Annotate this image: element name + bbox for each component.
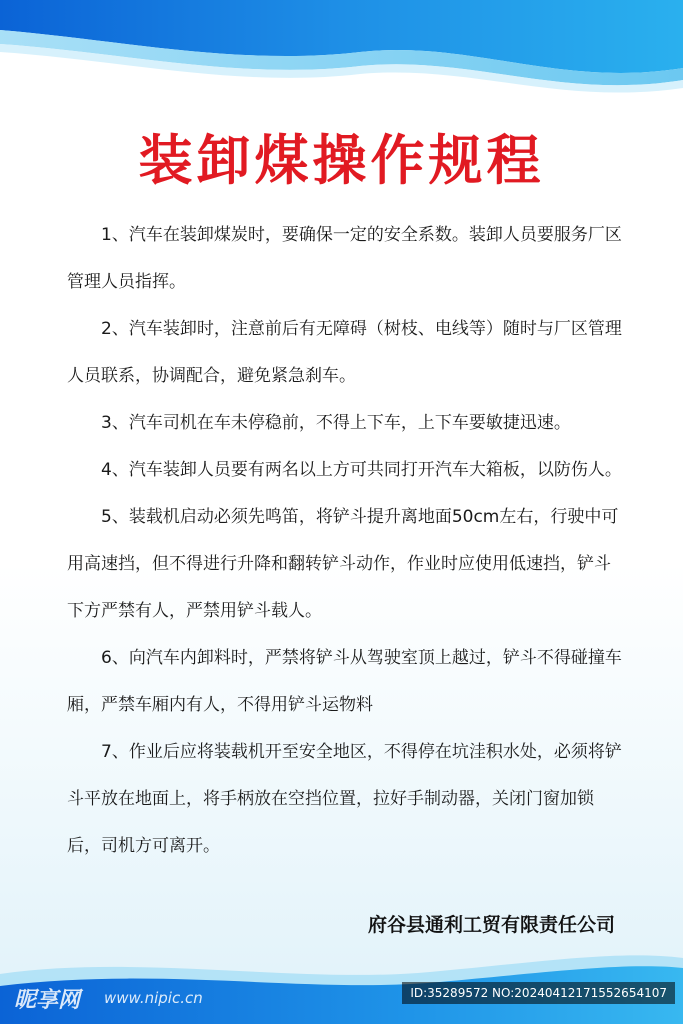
- company-name: 府谷县通利工贸有限责任公司: [367, 914, 615, 936]
- rule-item-4: 4、汽车装卸人员要有两名以上方可共同打开汽车大箱板，以防伤人。: [101, 460, 622, 480]
- rules-list: [67, 212, 622, 870]
- watermark-logo: 昵享网: [14, 988, 81, 1013]
- watermark-url: www.nipic.cn: [104, 989, 203, 1007]
- rule-item-2: 2、汽车装卸时，注意前后有无障碍（树枝、电线等）随时与厂区管理人员联系，协调配合，避免紧急刹车。: [67, 319, 622, 386]
- page-title: 装卸煤操作规程: [138, 129, 545, 192]
- rule-item-7: 7、作业后应将装载机开至安全地区，不得停在坑洼积水处，必须将铲斗平放在地面上，将手柄放在空挡位置，拉好手制动器，关闭门窗加锁后，司机方可离开。: [67, 742, 622, 856]
- rule-item-5: 5、装载机启动必须先鸣笛，将铲斗提升离地面50cm左右，行驶中可用高速挡，但不得进行升降和翻转铲斗动作，作业时应使用低速挡，铲斗下方严禁有人，严禁用铲斗载人。: [67, 507, 619, 621]
- image-id-label: ID:35289572 NO:20240412171552654107: [402, 982, 675, 1004]
- rule-item-3: 3、汽车司机在车未停稳前，不得上下车，上下车要敏捷迅速。: [101, 413, 571, 433]
- rule-item-1: 1、汽车在装卸煤炭时，要确保一定的安全系数。装卸人员要服务厂区管理人员指挥。: [67, 225, 622, 292]
- rule-item-6: 6、向汽车内卸料时，严禁将铲斗从驾驶室顶上越过，铲斗不得碰撞车厢，严禁车厢内有人，不得用铲斗运物料: [67, 648, 622, 715]
- top-wave-decoration: [0, 0, 683, 110]
